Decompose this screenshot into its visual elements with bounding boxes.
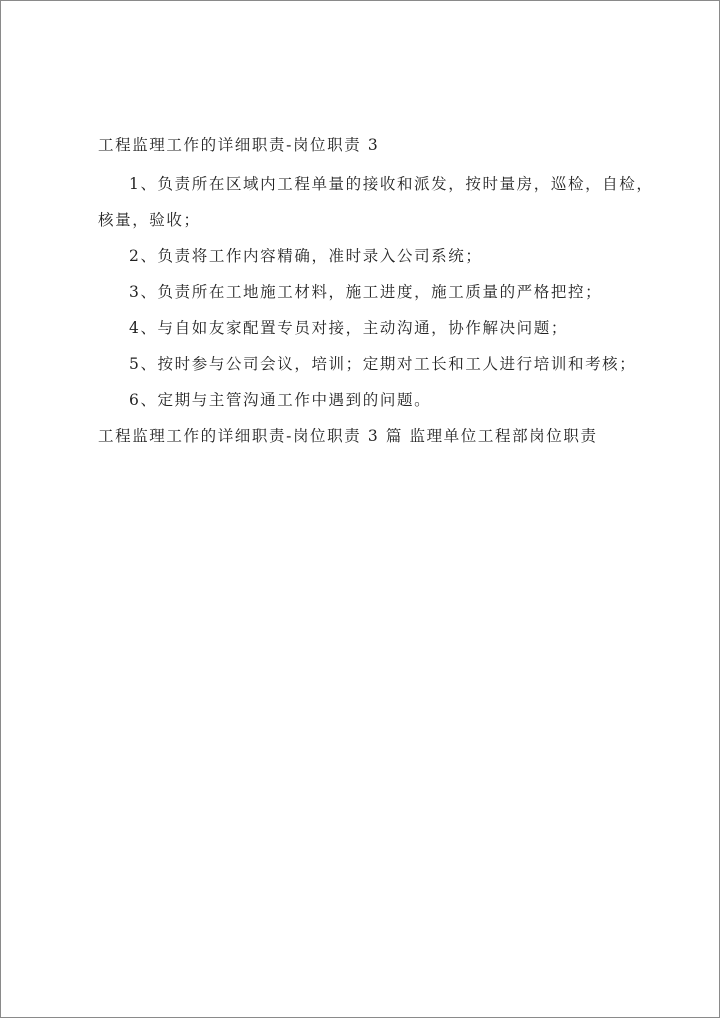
duty-item-1: 1、负责所在区域内工程单量的接收和派发，按时量房，巡检，自检， (129, 175, 654, 193)
document-footer-line: 工程监理工作的详细职责-岗位职责 3 篇 监理单位工程部岗位职责 (98, 427, 598, 445)
document-title: 工程监理工作的详细职责-岗位职责 3 (98, 136, 380, 154)
duty-item-3: 3、负责所在工地施工材料，施工进度，施工质量的严格把控； (129, 283, 603, 301)
document-body (98, 128, 654, 454)
duty-item-4: 4、与自如友家配置专员对接，主动沟通，协作解决问题； (129, 319, 568, 337)
duty-item-5: 5、按时参与公司会议，培训；定期对工长和工人进行培训和考核； (129, 355, 637, 373)
duty-item-2: 2、负责将工作内容精确，准时录入公司系统； (129, 247, 483, 265)
duty-item-1-continuation: 核量，验收； (98, 211, 201, 229)
duty-item-6: 6、定期与主管沟通工作中遇到的问题。 (129, 391, 432, 409)
